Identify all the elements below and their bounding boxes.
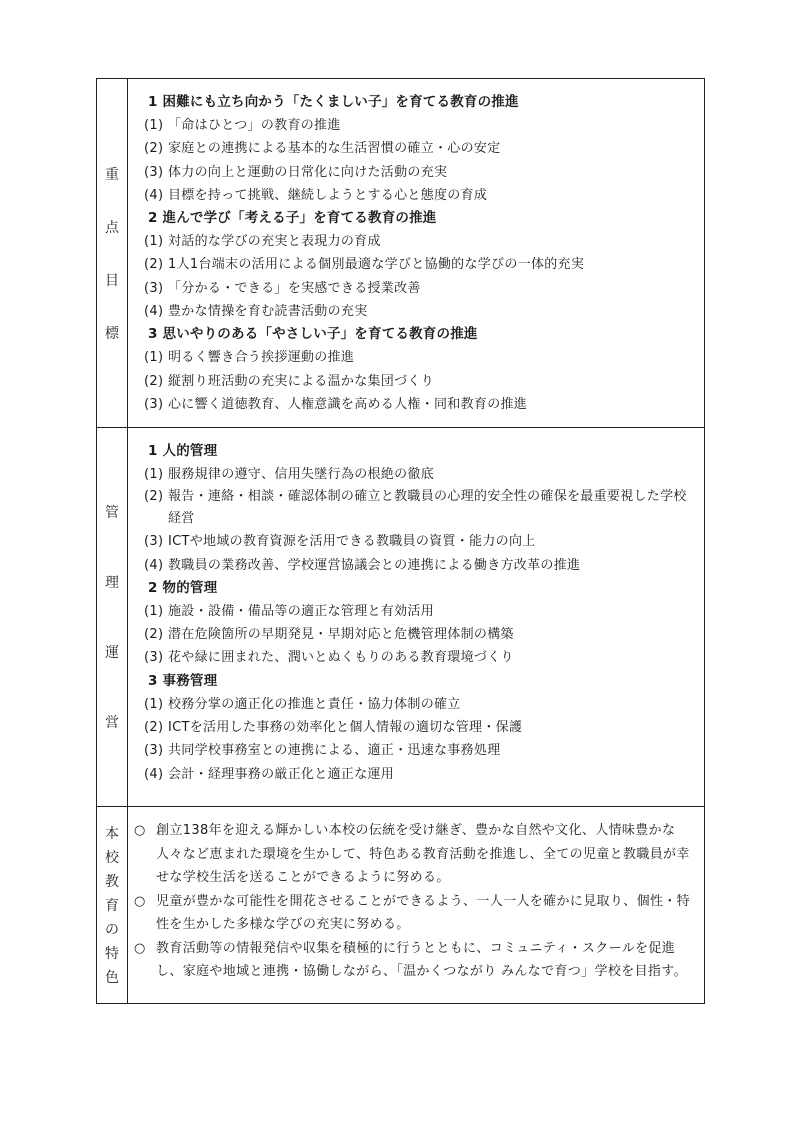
feature-text: 児童が豊かな可能性を開花させることができるよう、一人一人を確かに見取り、個性・特性を生かした多様な学びの充実に努める。	[156, 893, 691, 932]
item-number: (4)	[144, 304, 164, 320]
management-row	[97, 428, 705, 807]
features-row	[97, 807, 705, 1004]
goals-label-char: 目	[105, 272, 119, 289]
item-number: (1)	[144, 350, 164, 366]
item-number: (1)	[144, 467, 164, 482]
features-label-char: の	[105, 922, 119, 938]
feature-text: 創立138年を迎える輝かしい本校の伝統を受け継ぎ、豊かな自然や文化、人情味豊かな人々など恵まれた環境を生かして、特色ある教育活動を推進し、全ての児童と教職員が幸せな学校生活を送ることができるように努める。	[156, 823, 690, 885]
goals-list-item	[144, 253, 698, 276]
feature-item	[132, 937, 700, 984]
item-text: ICTや地域の教育資源を活用できる教職員の資質・能力の向上	[168, 534, 536, 550]
goals-section-heading: 2 進んで学び「考える子」を育てる教育の推進	[148, 210, 437, 227]
management-list-item	[144, 646, 698, 669]
features-label-char: 校	[105, 850, 119, 866]
goals-label-char: 点	[105, 219, 119, 236]
item-number: (4)	[144, 187, 164, 203]
management-list-item	[144, 530, 698, 553]
item-number: (2)	[144, 373, 164, 389]
management-list-item	[144, 554, 698, 577]
management-list-item	[144, 463, 698, 486]
item-number: (3)	[144, 396, 164, 412]
item-text: 体力の向上と運動の日常化に向けた活動の充実	[168, 164, 448, 180]
circle-bullet-icon: ○	[134, 893, 146, 909]
circle-bullet-icon: ○	[134, 940, 146, 956]
management-list-item	[144, 739, 698, 762]
item-text: 施設・設備・備品等の適正な管理と有効活用	[168, 603, 435, 619]
goals-label-char: 重	[105, 166, 119, 183]
goals-section-heading: 1 困難にも立ち向かう「たくましい子」を育てる教育の推進	[148, 94, 519, 110]
item-text: 校務分掌の適正化の推進と責任・協力体制の確立	[168, 696, 461, 712]
management-section-heading: 1 人的管理	[148, 443, 218, 459]
item-number: (2)	[144, 627, 164, 643]
item-number: (3)	[144, 164, 164, 180]
item-text: 明るく響き合う挨拶運動の推進	[168, 350, 355, 366]
school-plan-table	[96, 78, 705, 1004]
item-number: (3)	[144, 280, 164, 296]
item-text: 「命はひとつ」の教育の推進	[168, 118, 341, 133]
features-label-char: 特	[105, 946, 119, 962]
item-number: (4)	[144, 557, 164, 573]
goals-list-item	[144, 346, 698, 369]
item-number: (1)	[144, 603, 164, 619]
item-text: 目標を持って挑戦、継続しようとする心と態度の育成	[168, 187, 488, 203]
goals-list-item	[144, 277, 698, 300]
management-label-cell	[97, 428, 128, 807]
item-number: (1)	[144, 118, 164, 133]
management-list-item	[144, 763, 698, 786]
item-text: 共同学校事務室との連携による、適正・迅速な事務処理	[168, 743, 501, 759]
item-text: 1人1台端末の活用による個別最適な学びと協働的な学びの一体的充実	[168, 257, 585, 273]
management-label	[97, 502, 127, 732]
item-text: 報告・連絡・相談・確認体制の確立と教職員の心理的安全性の確保を最重要視した学校経営	[168, 489, 687, 527]
item-number: (2)	[144, 257, 164, 273]
management-list-item	[144, 486, 698, 530]
features-label-char: 教	[105, 874, 119, 890]
management-label-char: 管	[105, 505, 119, 521]
management-list-item	[144, 716, 698, 739]
item-text: 豊かな情操を育む読書活動の充実	[168, 304, 368, 320]
goals-list-item	[144, 184, 698, 207]
goals-list-item	[144, 137, 698, 160]
goals-label-cell	[97, 79, 128, 428]
features-label-cell	[97, 807, 128, 1004]
item-text: 教職員の業務改善、学校運営協議会との連携による働き方改革の推進	[168, 557, 581, 573]
goals-list-item	[144, 300, 698, 323]
item-number: (2)	[144, 720, 164, 736]
management-label-char: 理	[105, 575, 119, 591]
goals-list-item	[144, 161, 698, 184]
management-list-item	[144, 693, 698, 716]
item-number: (3)	[144, 534, 164, 550]
management-label-char: 営	[105, 715, 119, 731]
circle-bullet-icon: ○	[134, 823, 146, 838]
management-list-item	[144, 600, 698, 623]
goals-row	[97, 79, 705, 428]
goals-list-item	[144, 230, 698, 253]
management-section-heading: 2 物的管理	[148, 579, 218, 596]
item-number: (3)	[144, 650, 164, 666]
management-content	[128, 428, 705, 807]
item-text: 縦割り班活動の充実による温かな集団づくり	[168, 373, 435, 389]
management-section-heading: 3 事務管理	[148, 672, 218, 689]
item-text: 対話的な学びの充実と表現力の育成	[168, 234, 381, 250]
feature-text: 教育活動等の情報発信や収集を積極的に行うとともに、コミュニティ・スクールを促進し、家庭や地域と連携・協働しながら、「温かくつながり みんなで育つ」学校を目指す。	[156, 940, 687, 979]
feature-item	[132, 819, 700, 890]
goals-list-item	[144, 370, 698, 393]
item-text: 潜在危険箇所の早期発見・早期対応と危機管理体制の構築	[168, 627, 514, 643]
item-number: (1)	[144, 234, 164, 250]
item-text: 会計・経理事務の厳正化と適正な運用	[168, 766, 395, 782]
item-number: (4)	[144, 766, 164, 782]
features-label	[97, 823, 127, 987]
item-text: 「分かる・できる」を実感できる授業改善	[168, 280, 421, 296]
goals-list-item	[144, 393, 698, 416]
goals-content	[128, 79, 705, 428]
item-text: 家庭との連携による基本的な生活習慣の確立・心の安定	[168, 141, 501, 157]
item-number: (2)	[144, 489, 164, 505]
features-content	[128, 807, 705, 1004]
features-label-char: 色	[105, 970, 119, 986]
goals-label	[97, 164, 127, 343]
features-label-char: 本	[105, 826, 119, 842]
goals-list-item	[144, 114, 698, 137]
item-number: (1)	[144, 696, 164, 712]
item-number: (2)	[144, 141, 164, 157]
item-text: 服務規律の遵守、信用失墜行為の根絶の徹底	[168, 467, 435, 482]
management-list-item	[144, 623, 698, 646]
item-text: 花や緑に囲まれた、潤いとぬくもりのある教育環境づくり	[168, 650, 514, 666]
management-label-char: 運	[105, 645, 119, 661]
feature-item	[132, 890, 700, 937]
features-label-char: 育	[105, 898, 119, 914]
goals-label-char: 標	[105, 325, 119, 342]
goals-section-heading: 3 思いやりのある「やさしい子」を育てる教育の推進	[148, 326, 478, 343]
item-text: 心に響く道徳教育、人権意識を高める人権・同和教育の推進	[168, 396, 528, 412]
item-text: ICTを活用した事務の効率化と個人情報の適切な管理・保護	[168, 720, 523, 736]
item-number: (3)	[144, 743, 164, 759]
